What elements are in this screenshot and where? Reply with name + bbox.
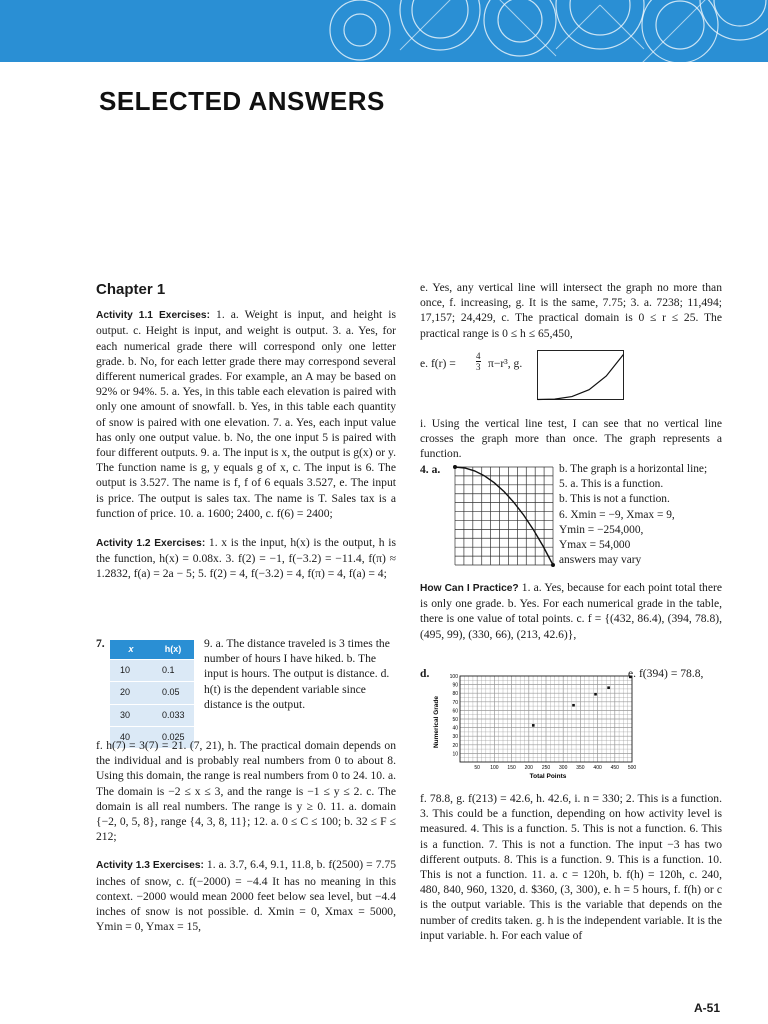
q4-curve [455,467,553,565]
question-7 [96,636,396,742]
practice-section [420,580,722,642]
right-paragraph-i: i. Using the vertical line test, I can see that no vertical line crosses the graph more than once. The graph represents a function. [420,417,722,461]
answer-line: answers may vary [559,554,642,567]
y-tick-label: 70 [452,699,458,706]
page-title: SELECTED ANSWERS [99,86,385,116]
fraction-denominator: 3 [476,362,481,372]
y-tick-label: 90 [452,682,458,689]
x-axis-label: Total Points [529,773,567,780]
x-tick-label: 450 [610,765,619,771]
y-tick-label: 80 [452,691,458,698]
activity-1-2-continued: f. h(7) = 3(7) = 21. (7, 21), h. The practical domain depends on the individual and is probably real numbers from 0 to about 8. Using this domain, the range is real numbers from 0 to 24. 10. a. The domain is −2 ≤ x ≤ 3, and the range is −1 ≤ y ≤ 2. c. The domain is all real numbers. The range is y ≥ 0. 11. a. domain {−2, 0, 5, 8}, range {4, 3, 8, 11}; 12. a. 0 ≤ C ≤ 100; b. 32 ≤ F ≤ 212; [96,739,396,844]
fraction-numerator: 4 [476,351,481,361]
chapter-heading: Chapter 1 [96,281,166,298]
y-tick-label: 40 [452,725,458,732]
table-row [110,704,194,726]
table-cell: 10 [110,660,152,682]
question-4-label: 4. a. [420,463,441,476]
y-tick-label: 30 [452,734,458,741]
x-tick-label: 100 [490,765,499,771]
data-point [532,724,535,727]
exercises-label: Exercises: [154,538,206,550]
question-4-answers [559,462,729,568]
question-e-note: e. f(394) = 78.8, [628,667,704,680]
question-d-chart [420,666,730,782]
exercises-label: Exercises: [152,860,204,872]
y-tick-label: 60 [452,708,458,715]
exercises-label: Exercises: [159,310,210,322]
q4-grid [455,467,553,565]
question-9-text: 9. a. The distance traveled is 3 times the number of hours I have hiked. b. The input is hours. The output is distance. d. h(t) is the dependent variable since distance is the output. [204,637,390,711]
question-e-formula [420,346,722,402]
answer-line: 5. a. This is a function. [559,478,664,491]
answer-line: Ymax = 54,000 [559,539,631,552]
activity-1-3 [96,857,396,934]
right-column-bottom [420,791,722,943]
x-tick-label: 250 [541,765,551,771]
right-final-paragraph: f. 78.8, g. f(213) = 42.6, h. 42.6, i. n = 330; 2. This is a function. 3. This could be a function, depending on how activity level is measured. 4. This is a function. 5. This is not a function. 6. This is a function. 7. This is not a function. The input −3 has two different outputs. 8. This is a function. 9. This is a function. 10. This is not a function. 11. a. c = 120h, b. f(h) = 120h, c. 240, 480, 840, 960, 1320, d. $360, (3, 300), e. h = 5 hours, f. f(h) or c is the output variable. This is the variable that depends on the number of credits taken. g. h is the independent variable. It is the input variable. h. For each value of [420,792,722,942]
answer-line: 6. Xmin = −9, Xmax = 9, [559,508,675,521]
right-paragraph-i-wrap [420,416,722,462]
table-cell: 20 [110,682,152,704]
banner-decoration [0,0,768,62]
table-cell: 0.033 [152,704,194,726]
x-tick-label: 350 [576,765,585,771]
activity-label: Activity 1.2 [96,538,151,550]
activity-1-1 [96,307,396,521]
x-tick-label: 500 [627,765,637,771]
activity-1-2 [96,535,396,582]
table-header: x [110,640,152,660]
right-paragraph-1: e. Yes, any vertical line will intersect the graph no more than once, f. increasing, g. It is the same, 7.75; 3. a. 7238; 11,494; 17,157; 24,429, c. The practical domain is 0 ≤ r ≤ 25. The practical range is 0 ≤ h ≤ 65,450, [420,281,722,340]
table-row [110,660,194,682]
q4-graph [454,466,554,566]
y-tick-label: 50 [452,717,458,723]
table-header: h(x) [152,640,194,660]
left-column [96,282,396,582]
x-tick-label: 300 [559,765,568,771]
answer-line: b. The graph is a horizontal line; [559,463,708,475]
question-d-label: d. [420,667,430,680]
practice-paragraph [420,580,722,642]
page-number: A-51 [693,1001,720,1015]
activity-1-1-text: 1. a. Weight is input, and height is output. c. Height is input, and weight is output. 3. a. Yes, for each numerical grade there will correspond only one letter grade. b. No, for each letter grade there may correspond several different numerical grades. For example, an A may be based on 92% or 94%. 5. a. Yes, in this table each elevation is paired with only one amount of snowfall. b. Yes, in this table each quantity of snow is paired with one elevation. 7. a. Yes, each input value has only one output value. b. No, the one input 5 is paired with four different outputs. 9. a. The input is x, the output is g(x) or y. The function name is g, y equals g of x, c. The input is 6. The output is 3.527. The name is f, f of 6 equals 3.527, e. The input is price. The output is sales tax. The name is T. Sales tax is a function of price. 10. a. 1600; 2400, c. f(6) = 2400; [96,308,396,520]
activity-1-3-text: 1. a. 3.7, 6.4, 9.1, 11.8, b. f(2500) = 7.75 inches of snow, c. f(−2000) = −4.4 It has no meaning in this context. −2000 would mean 2000 feet below sea level, but −4.4 inches of snow is not possible. d. Xmin = 0, Xmax = 5000, Ymin = 0, Ymax = 15, [96,858,396,934]
scatter-grid [460,676,632,762]
practice-label: How Can I Practice? [420,583,519,594]
endpoint [453,465,457,469]
scatter-x-ticks [474,765,636,771]
answer-line: Ymin = −254,000, [559,523,644,536]
volume-graph [537,350,624,400]
x-tick-label: 400 [593,765,602,771]
practice-text: 1. a. Yes, because for each point total there is only one grade. b. Yes. For each numerical grade in the table, there is one value of total points. c. f = {(432, 86.4), (394, 78.8), (495, 99), (330, 66), (213, 42.6)}, [420,581,722,641]
x-tick-label: 150 [507,765,516,771]
question-7-label: 7. [96,637,105,650]
formula-prefix: e. f(r) = [420,357,456,370]
data-point [594,693,597,696]
question-4 [420,462,730,572]
x-tick-label: 200 [524,765,533,771]
y-tick-label: 20 [452,742,458,749]
scatter-y-ticks [450,674,459,757]
grade-scatter-chart [430,672,635,780]
q4-points [453,465,555,567]
activity-1-2-text: 1. x is the input, h(x) is the output, h is the function, h(x) = 0.08x. 3. f(2) = −1, f(−3.2) = −11.4, f(π) ≈ 1.2832, f(a) = 2a − 5; 5. f(2) = 4, f(−3.2) = 4, f(π) = 4, f(a) = 4; [96,536,396,581]
hx-table [110,640,194,748]
y-tick-label: 100 [449,674,458,680]
header-banner [0,0,768,62]
activity-label: Activity 1.1 [96,310,153,322]
table-cell: 0.025 [152,726,194,748]
formula-fraction [476,351,481,372]
table-cell: 0.1 [152,660,194,682]
formula-suffix: π−r³, g. [488,357,523,370]
table-row [110,682,194,704]
y-tick-label: 10 [452,751,458,758]
activity-label: Activity 1.3 [96,860,150,872]
data-point [572,704,575,707]
left-column-lower [96,738,396,934]
endpoint [551,563,555,567]
table-cell: 40 [110,726,152,748]
y-axis-label: Numerical Grade [433,695,440,749]
table-cell: 0.05 [152,682,194,704]
x-tick-label: 50 [474,765,480,771]
data-point [607,686,610,689]
answer-line: b. This is not a function. [559,493,670,506]
right-column-top [420,280,722,341]
table-cell: 30 [110,704,152,726]
